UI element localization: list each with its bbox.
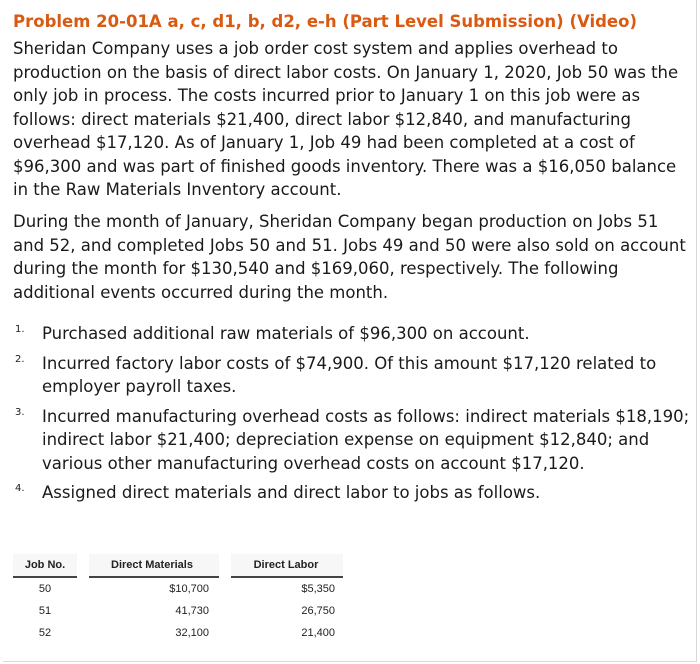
table-row	[13, 622, 343, 644]
job-cost-table	[13, 554, 343, 644]
cell-direct-materials: $10,700	[169, 583, 209, 595]
cell-direct-materials: 32,100	[175, 627, 209, 639]
header-direct-materials: Direct Materials	[89, 554, 219, 577]
cell-job-no: 50	[38, 583, 52, 595]
cell-direct-materials: 41,730	[175, 605, 209, 617]
cell-job-no: 51	[38, 605, 52, 617]
header-direct-labor: Direct Labor	[231, 554, 343, 577]
events-list	[13, 322, 693, 511]
event-item	[13, 481, 693, 505]
event-text: Purchased additional raw materials of $96,300 on account.	[42, 324, 530, 343]
event-text: Incurred manufacturing overhead costs as follows: indirect materials $18,190; indirect labor $21,400; depreciation expense on equipment $12,840; and various other manufacturing overhead costs on account $17,120.	[42, 406, 690, 473]
event-text: Incurred factory labor costs of $74,900. Of this amount $17,120 related to employer payroll taxes.	[42, 353, 657, 396]
event-number: 4.	[15, 483, 25, 494]
event-number: 1.	[15, 324, 25, 335]
table-row	[13, 600, 343, 622]
event-item	[13, 405, 693, 476]
table-header-row	[13, 554, 343, 577]
cell-job-no: 52	[38, 627, 52, 639]
event-number: 3.	[15, 406, 25, 418]
event-item	[13, 322, 693, 346]
event-number: 2.	[15, 353, 25, 365]
january-paragraph: During the month of January, Sheridan Company began production on Jobs 51 and 52, and completed Jobs 50 and 51. Jobs 49 and 50 were also sold on account during the month for $130,540 and $169,060, respectively. The following additional events occurred during the month.	[13, 212, 686, 302]
intro-paragraph: Sheridan Company uses a job order cost system and applies overhead to production on the basis of direct labor costs. On January 1, 2020, Job 50 was the only job in process. The costs incurred prior to January 1 on this job were as follows: direct materials $21,400, direct labor $12,840, and manufacturing overhead $17,120. As of January 1, Job 49 had been completed at a cost of $96,300 and was part of finished goods inventory. There was a $16,050 balance in the Raw Materials Inventory account.	[13, 39, 679, 199]
cell-direct-labor: 21,400	[301, 627, 335, 639]
table-row	[13, 577, 343, 600]
problem-title: Problem 20-01A a, c, d1, b, d2, e-h (Part Level Submission) (Video)	[13, 12, 638, 31]
cell-direct-labor: $5,350	[301, 583, 335, 595]
event-text: Assigned direct materials and direct labor to jobs as follows.	[42, 483, 541, 502]
event-item	[13, 352, 693, 399]
header-job-no: Job No.	[13, 554, 77, 577]
cell-direct-labor: 26,750	[301, 605, 335, 617]
